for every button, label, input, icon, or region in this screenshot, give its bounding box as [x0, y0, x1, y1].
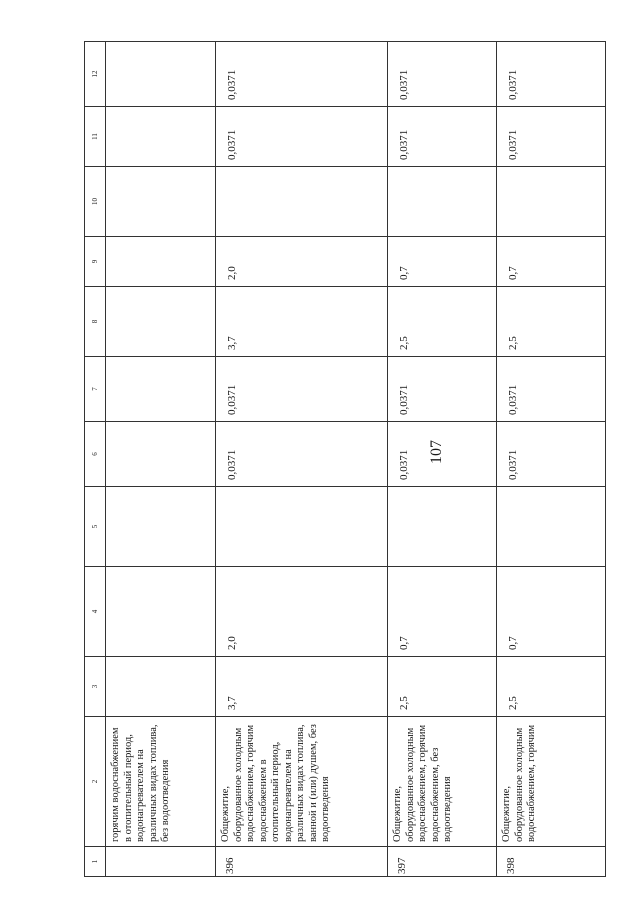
- cell-col9: 0,7: [497, 237, 606, 287]
- cell-col9: 0,7: [388, 237, 497, 287]
- cell-col3: [106, 657, 216, 717]
- column-header: 11: [85, 107, 106, 167]
- page-number: 107: [428, 440, 445, 464]
- column-header: 12: [85, 42, 106, 107]
- cell-col3: 2,5: [497, 657, 606, 717]
- row-description: горячим водоснабжением в отопительный период, водонагревателем на различных видах топлива, без водоотведения: [106, 717, 216, 847]
- table-row: [388, 42, 497, 877]
- column-header: 10: [85, 167, 106, 237]
- cell-col7: 0,0371: [388, 357, 497, 422]
- column-header: 5: [85, 487, 106, 567]
- row-description: Общежитие, оборудованное холодным водоснабжением, горячим водоснабжением, без водоотведения: [388, 717, 497, 847]
- cell-col4: [106, 567, 216, 657]
- column-header: 6: [85, 422, 106, 487]
- cell-col5: [216, 487, 388, 567]
- cell-col11: 0,0371: [216, 107, 388, 167]
- cell-col6: 0,0371: [216, 422, 388, 487]
- cell-col6: 0,0371: [497, 422, 606, 487]
- cell-col11: 0,0371: [388, 107, 497, 167]
- cell-col5: [106, 487, 216, 567]
- cell-col7: 0,0371: [497, 357, 606, 422]
- cell-col7: [106, 357, 216, 422]
- cell-col12: 0,0371: [497, 42, 606, 107]
- table-row: [106, 42, 216, 877]
- cell-col8: 2,5: [497, 287, 606, 357]
- column-header: 1: [85, 847, 106, 877]
- row-number: 397: [388, 847, 497, 877]
- cell-col5: [497, 487, 606, 567]
- row-number: [106, 847, 216, 877]
- cell-col9: 2,0: [216, 237, 388, 287]
- cell-col8: 2,5: [388, 287, 497, 357]
- cell-col6: 0,0371: [388, 422, 497, 487]
- table-header-row: [85, 42, 106, 877]
- cell-col10: [388, 167, 497, 237]
- cell-col8: 3,7: [216, 287, 388, 357]
- cell-col12: 0,0371: [388, 42, 497, 107]
- cell-col9: [106, 237, 216, 287]
- cell-col3: 3,7: [216, 657, 388, 717]
- cell-col11: 0,0371: [497, 107, 606, 167]
- column-header: 7: [85, 357, 106, 422]
- table-row: [216, 42, 388, 877]
- row-number: 398: [497, 847, 606, 877]
- cell-col10: [216, 167, 388, 237]
- column-header: 2: [85, 717, 106, 847]
- cell-col12: [106, 42, 216, 107]
- column-header: 3: [85, 657, 106, 717]
- cell-col11: [106, 107, 216, 167]
- row-number: 396: [216, 847, 388, 877]
- column-header: 4: [85, 567, 106, 657]
- cell-col10: [497, 167, 606, 237]
- data-table: [84, 41, 606, 877]
- cell-col4: 2,0: [216, 567, 388, 657]
- cell-col4: 0,7: [497, 567, 606, 657]
- column-header: 9: [85, 237, 106, 287]
- cell-col12: 0,0371: [216, 42, 388, 107]
- cell-col8: [106, 287, 216, 357]
- row-description: Общежитие, оборудованное холодным водоснабжением, горячим: [497, 717, 606, 847]
- cell-col7: 0,0371: [216, 357, 388, 422]
- cell-col3: 2,5: [388, 657, 497, 717]
- table-row: [497, 42, 606, 877]
- rotated-table-wrapper: [84, 42, 537, 877]
- cell-col4: 0,7: [388, 567, 497, 657]
- column-header: 8: [85, 287, 106, 357]
- row-description: Общежитие, оборудованное холодным водоснабжением, горячим водоснабжением в отопительный период, водонагревателем на различных видах топлива, ванной и (или) душем, без водоотведения: [216, 717, 388, 847]
- cell-col5: [388, 487, 497, 567]
- cell-col6: [106, 422, 216, 487]
- cell-col10: [106, 167, 216, 237]
